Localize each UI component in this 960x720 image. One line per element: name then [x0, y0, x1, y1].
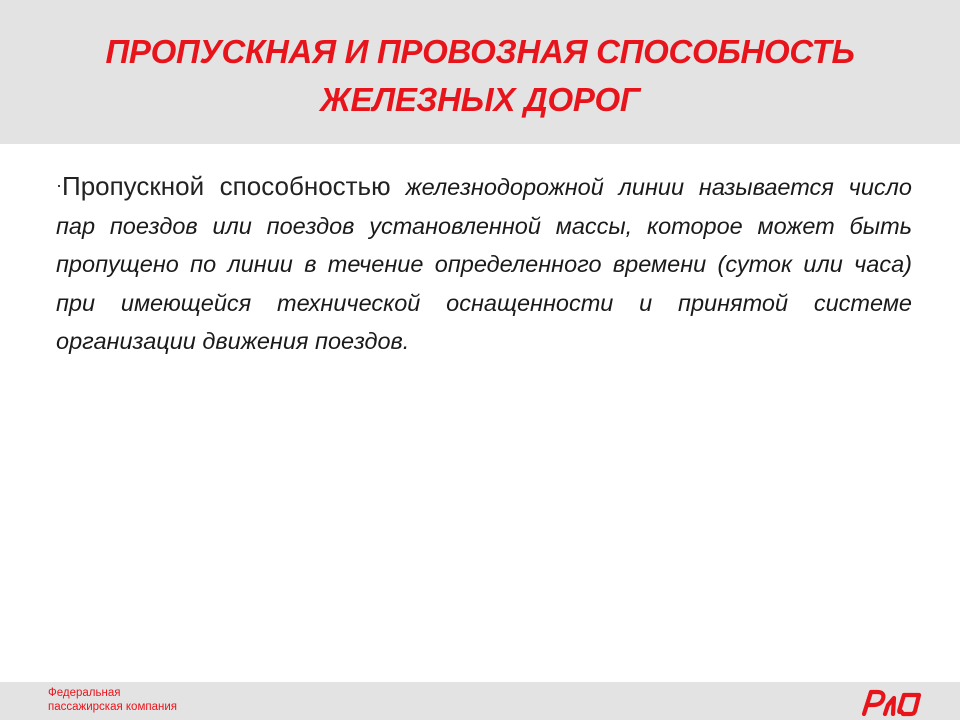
- company-name-line-2: пассажирская компания: [48, 701, 177, 713]
- slide-title-line-1: ПРОПУСКНАЯ И ПРОВОЗНАЯ СПОСОБНОСТЬ: [105, 33, 855, 70]
- slide-title: [0, 28, 960, 124]
- slide-title-line-2: ЖЕЛЕЗНЫХ ДОРОГ: [320, 81, 640, 118]
- defined-term: Пропускной способностью: [62, 171, 391, 201]
- rzd-logo-icon: [860, 687, 926, 717]
- company-name: [48, 686, 177, 714]
- definition-paragraph: [56, 166, 912, 361]
- definition-text: железнодорожной линии называется число пар поездов или поездов установленной массы, которое может быть пропущено по линии в течение определенного времени (суток или часа) при имеющейся технической оснащенности и принятой системе организации движения поездов.: [56, 174, 912, 354]
- bullet-icon: ·: [56, 175, 62, 195]
- company-name-line-1: Федеральная: [48, 687, 121, 699]
